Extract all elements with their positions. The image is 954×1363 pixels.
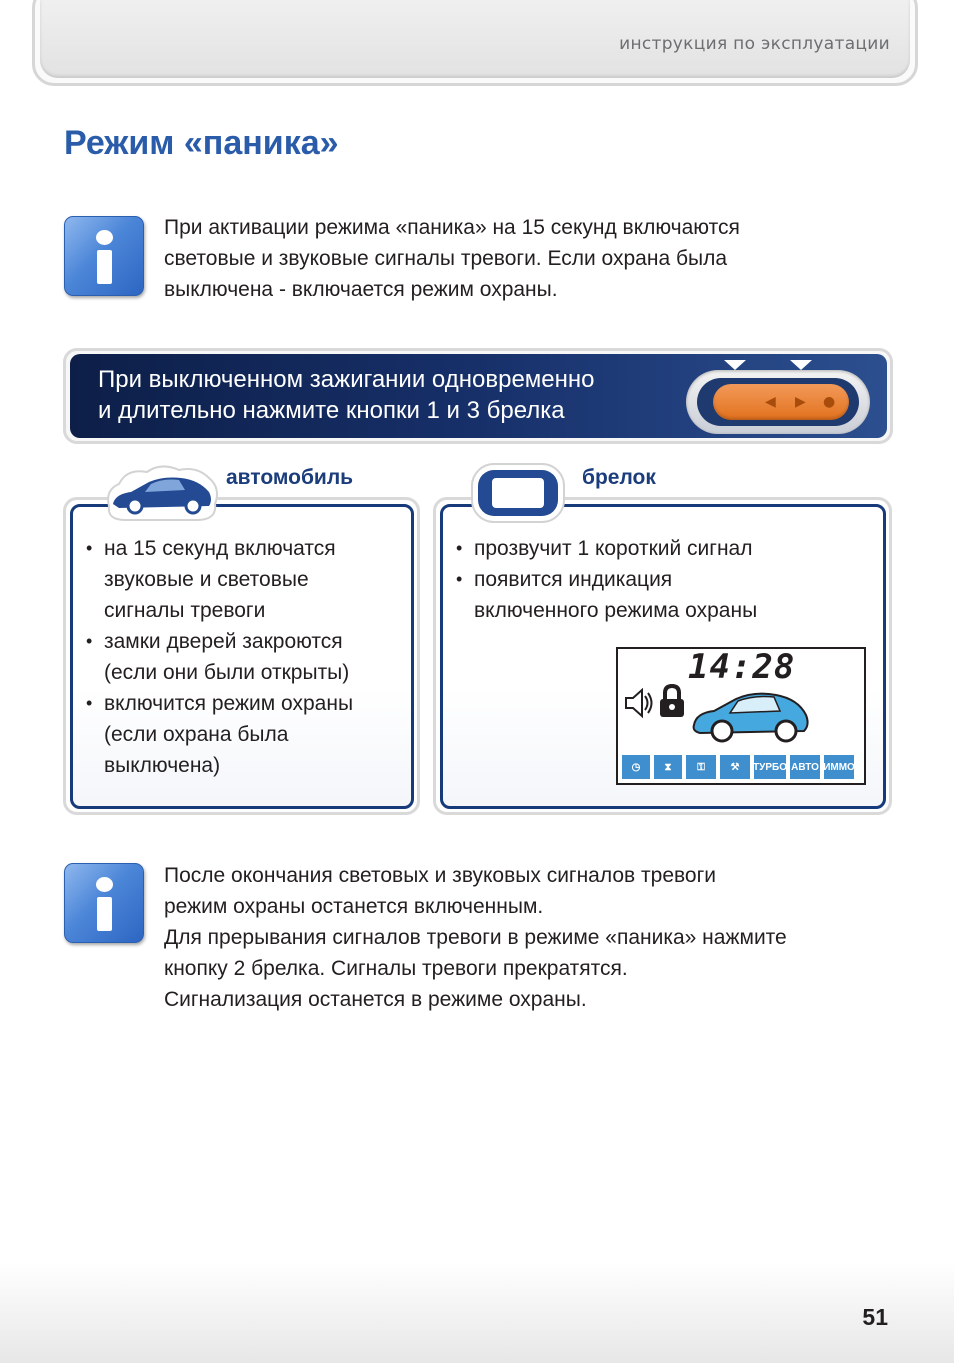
speaker-icon [624, 687, 654, 719]
left-triangle-icon: ◀ [765, 394, 776, 410]
list-item: • появится индикация включенного режима охраны [456, 564, 757, 626]
info-paragraph-1: При активации режима «паника» на 15 секунд включаются световые и звуковые сигналы тревоги. Если охрана была выключена - включается режим охраны. [164, 216, 740, 301]
car-panel-label: автомобиль [226, 466, 354, 489]
hourglass-icon: ⧗ [654, 755, 682, 779]
list-item: • замки дверей закроются (если они были открыты) [86, 626, 353, 688]
page-title: Режим «паника» [64, 124, 339, 162]
keyfob-icon [470, 462, 566, 524]
lcd-icon-row [622, 755, 854, 779]
page-number: 51 [862, 1304, 888, 1330]
lcd-time: 14:28 [688, 647, 796, 687]
header-text: инструкция по эксплуатации [619, 34, 890, 54]
immo-label: ИММО [824, 755, 854, 779]
list-item: • прозвучит 1 короткий сигнал [456, 533, 757, 564]
arrow-down-icon [724, 360, 746, 370]
keyfob-buttons [713, 384, 849, 420]
wrench-icon: ⚒ [720, 755, 750, 779]
info-icon [64, 216, 144, 296]
car-icon [690, 685, 812, 749]
lock-icon [658, 683, 686, 719]
circle-button-icon: ● [823, 394, 836, 410]
instruction-banner-text: При выключенном зажигании одновременно и длительно нажмите кнопки 1 и 3 брелка [98, 366, 595, 424]
info-icon [64, 863, 144, 943]
fob-panel-list [456, 533, 757, 626]
turbo-label: ТУРБО [754, 755, 786, 779]
list-item: • включится режим охраны (если охрана была выключена) [86, 688, 353, 781]
car-panel-list [86, 533, 353, 781]
key-icon: ⚿ [686, 755, 716, 779]
arrow-down-icon [790, 360, 812, 370]
right-triangle-icon: ▶ [795, 394, 806, 410]
car-icon [101, 462, 221, 524]
list-item: • на 15 секунд включатся звуковые и световые сигналы тревоги [86, 533, 353, 626]
clock-icon: ◷ [622, 755, 650, 779]
lcd-display [616, 647, 866, 785]
fob-panel-label: брелок [582, 466, 656, 489]
info-paragraph-2: После окончания световых и звуковых сигналов тревоги режим охраны останется включенным. Для прерывания сигналов тревоги в режиме «паника» нажмите кнопку 2 брелка. Сигналы тревоги прекратятся. Сигнализация останется в режиме охраны. [164, 864, 787, 1011]
auto-label: АВТО [790, 755, 820, 779]
page-footer [0, 1262, 954, 1363]
